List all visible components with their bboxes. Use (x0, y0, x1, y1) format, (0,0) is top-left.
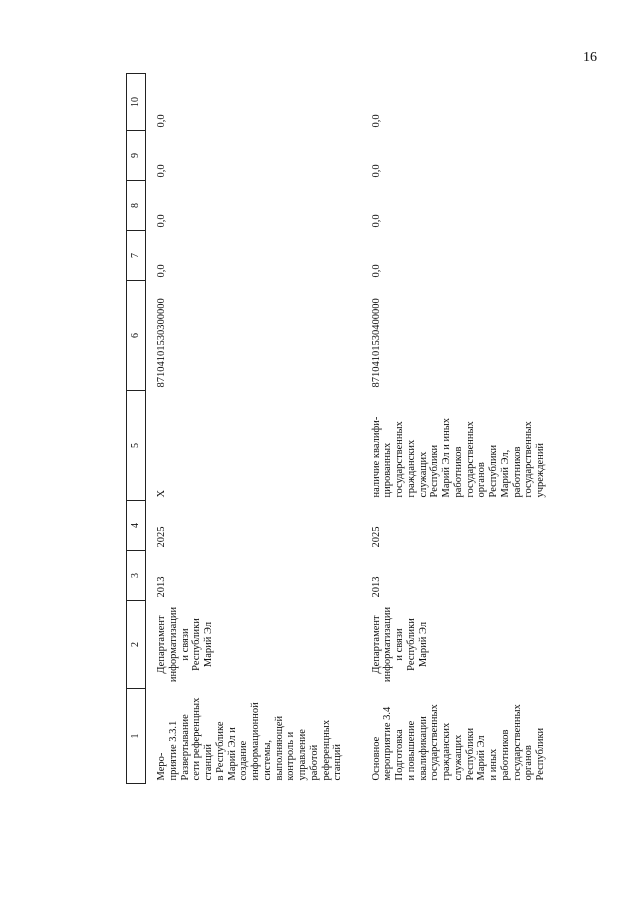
code-cell: 87104101530400000 (370, 298, 382, 388)
value-cell: 0,0 (156, 214, 167, 228)
column-header: 2 (127, 601, 146, 689)
executor-cell: Департамент информатизации и связи Республики Марий Эл (370, 606, 429, 683)
value-cell: 0,0 (156, 164, 167, 178)
column-header: 9 (127, 131, 146, 181)
result-cell: наличие квалифи- цированных государственных гражданских служащих Республики Марий Эл и иных работников государственных органов Республики Марий Эл, работников государственных учреждений (370, 416, 546, 498)
executor-cell: Департамент информатизации и связи Республики Марий Эл (156, 606, 214, 683)
value-cell: 0,0 (370, 214, 382, 228)
event-name-cell: Основное мероприятие 3.4 Подготовка и повышение квалификации государственных гражданских служащих Республики Марий Эл и иных работников государственных органов Республики (370, 704, 546, 781)
value-cell: 0,0 (156, 264, 167, 278)
table-row (361, 74, 551, 784)
column-header: 7 (127, 231, 146, 281)
table-row (146, 74, 361, 784)
code-cell: 87104101530300000 (156, 298, 167, 388)
header-row (127, 74, 146, 784)
value-cell: 0,0 (370, 264, 382, 278)
value-cell: 0,0 (370, 114, 382, 128)
column-header: 8 (127, 181, 146, 231)
column-header: 5 (127, 391, 146, 501)
rotated-table-page (126, 74, 626, 784)
page-number: 16 (583, 50, 597, 65)
column-header: 10 (127, 74, 146, 131)
end-year-cell: 2025 (156, 526, 167, 548)
start-year-cell: 2013 (156, 576, 167, 598)
column-header: 4 (127, 501, 146, 551)
event-name-cell: Меро- приятие 3.3.1 Развертывание сети референцных станций в Республике Марий Эл и создание информационной системы, выполняющей контроль и управление работой референцных станций (156, 697, 344, 781)
column-header: 3 (127, 551, 146, 601)
column-header: 6 (127, 281, 146, 391)
result-cell: Х (156, 489, 167, 498)
start-year-cell: 2013 (370, 576, 382, 598)
value-cell: 0,0 (156, 114, 167, 128)
column-header: 1 (127, 689, 146, 784)
value-cell: 0,0 (370, 164, 382, 178)
end-year-cell: 2025 (370, 526, 382, 548)
program-table (126, 73, 551, 784)
